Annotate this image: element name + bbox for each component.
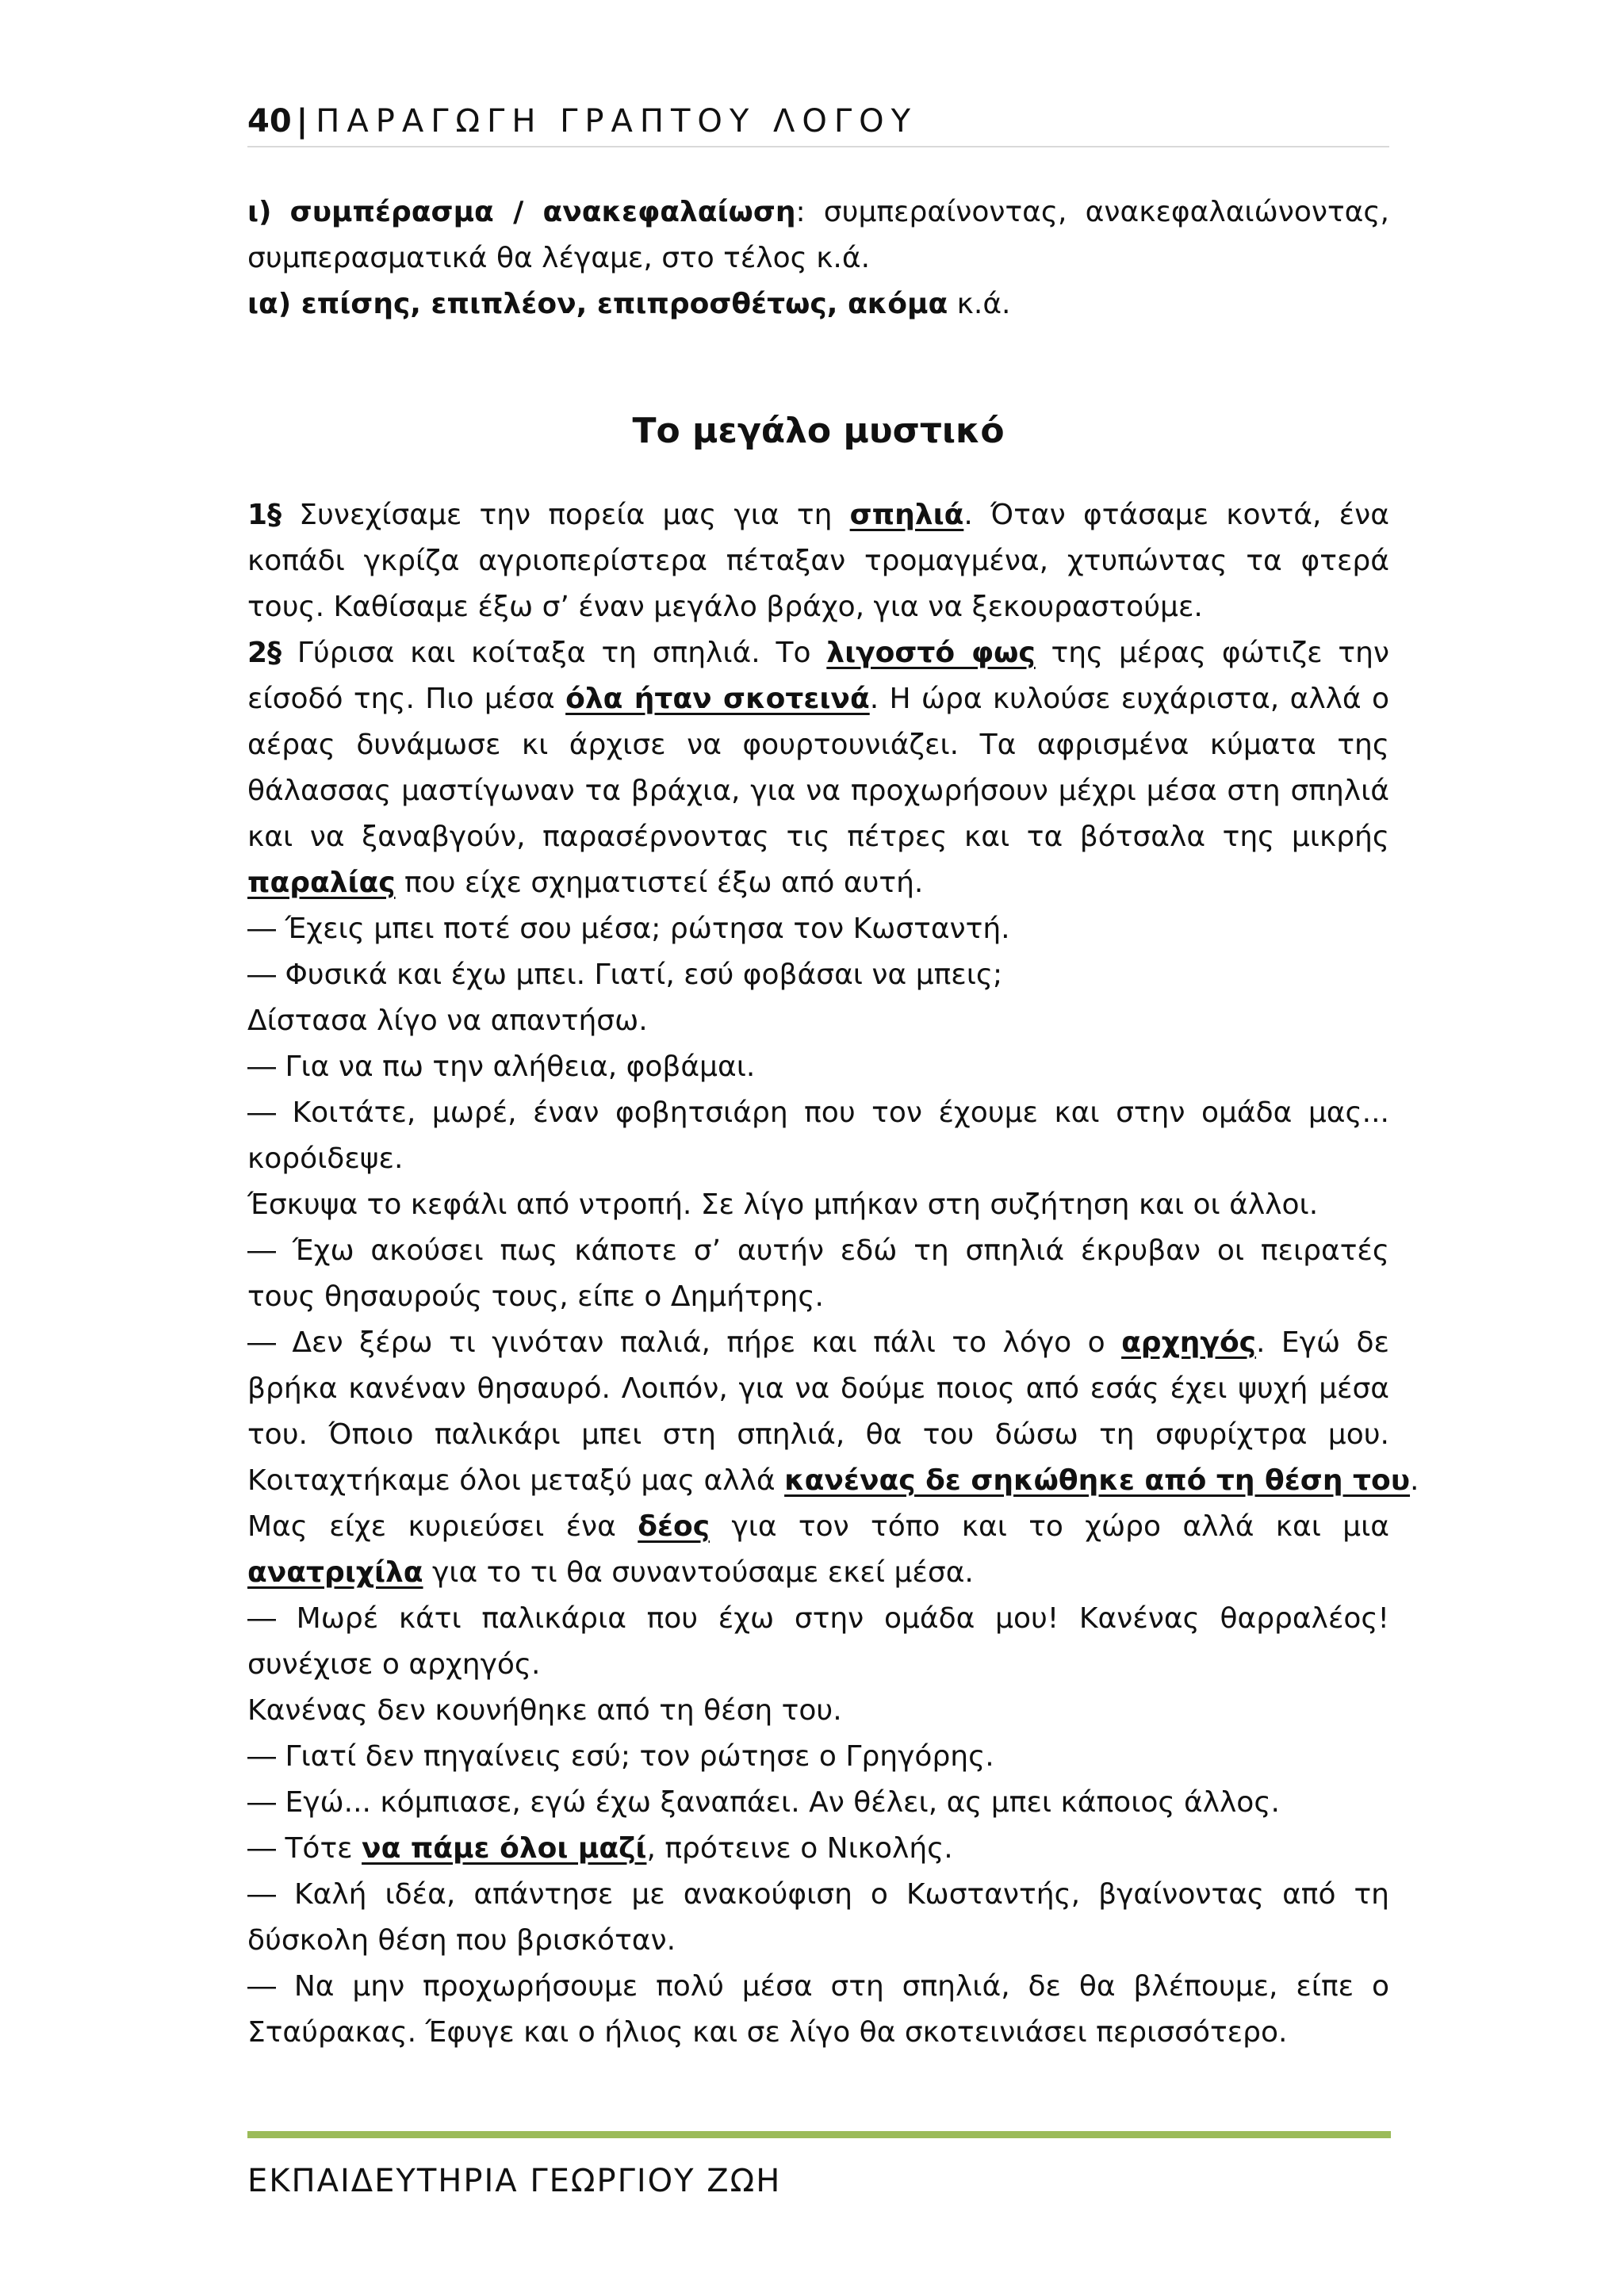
- story-line: Κοιταχτήκαμε όλοι μεταξύ μας αλλά κανένας δε σηκώθηκε από τη θέση του.: [247, 1464, 1419, 1497]
- paragraph-marker: 2§: [247, 637, 282, 669]
- story-line: 1§ Συνεχίσαμε την πορεία μας για τη σπηλιά. Όταν φτάσαμε κοντά, ένα: [247, 499, 1389, 531]
- story-line: 2§ Γύρισα και κοίταξα τη σπηλιά. Το λιγοστό φως της μέρας φώτιζε την: [247, 637, 1389, 669]
- underlined-term: αρχηγός: [1121, 1326, 1257, 1359]
- dialogue-line: ― Έχεις μπει ποτέ σου μέσα; ρώτησα τον Κωσταντή.: [247, 913, 1010, 945]
- story-title: Το μεγάλο μυστικό: [632, 411, 1005, 451]
- dialogue-line: ― Γιατί δεν πηγαίνεις εσύ; τον ρώτησε ο Γρηγόρης.: [247, 1740, 994, 1773]
- dialogue-line: ― Να μην προχωρήσουμε πολύ μέσα στη σπηλιά, δε θα βλέπουμε, είπε ο: [247, 1970, 1389, 2003]
- underlined-term: δέος: [638, 1510, 710, 1543]
- item-terms: επίσης, επιπλέον, επιπροσθέτως, ακόμα: [291, 288, 948, 320]
- story-line: κοπάδι γκρίζα αγριοπερίστερα πέταξαν τρομαγμένα, χτυπώντας τα φτερά: [247, 545, 1389, 577]
- story-line: Δίστασα λίγο να απαντήσω.: [247, 1004, 648, 1037]
- page-number: 40: [247, 103, 292, 140]
- page-body: [247, 189, 1419, 2056]
- underlined-term: ανατριχίλα: [247, 1556, 423, 1589]
- dialogue-line: ― Για να πω την αλήθεια, φοβάμαι.: [247, 1050, 756, 1083]
- dialogue-line: ― Έχω ακούσει πως κάποτε σ’ αυτήν εδώ τη σπηλιά έκρυβαν οι πειρατές: [247, 1234, 1389, 1267]
- header-title: ΠΑΡΑΓΩΓΗ ΓΡΑΠΤΟΥ ΛΟΓΟΥ: [316, 103, 918, 140]
- story-line: βρήκα κανέναν θησαυρό. Λοιπόν, για να δούμε ποιος από εσάς έχει ψυχή μέσα: [247, 1372, 1389, 1405]
- story-line: θάλασσας μαστίγωναν τα βράχια, για να προχωρήσουν μέχρι μέσα στη σπηλιά: [247, 775, 1389, 807]
- underlined-term: όλα ήταν σκοτεινά: [565, 683, 870, 715]
- item-label: ι): [247, 196, 272, 228]
- running-header: [247, 97, 1389, 147]
- underlined-term: κανένας δε σηκώθηκε από τη θέση του: [784, 1464, 1411, 1497]
- story-line: τους θησαυρούς τους, είπε ο Δημήτρης.: [247, 1280, 824, 1313]
- underlined-term: να πάμε όλοι μαζί: [362, 1832, 647, 1865]
- story-line: Έσκυψα το κεφάλι από ντροπή. Σε λίγο μπήκαν στη συζήτηση και οι άλλοι.: [247, 1188, 1319, 1221]
- story-line: Μας είχε κυριεύσει ένα δέος για τον τόπο και το χώρο αλλά και μια: [247, 1510, 1390, 1543]
- dialogue-line: ― Εγώ... κόμπιασε, εγώ έχω ξαναπάει. Αν θέλει, ας μπει κάποιος άλλος.: [247, 1786, 1280, 1819]
- story-line: κορόιδεψε.: [247, 1142, 404, 1175]
- story-line: τους. Καθίσαμε έξω σ’ έναν μεγάλο βράχο, για να ξεκουραστούμε.: [247, 591, 1203, 623]
- intro-line-i-1: ι) συμπέρασμα / ανακεφαλαίωση: συμπεραίνοντας, ανακεφαλαιώνοντας,: [247, 196, 1389, 228]
- intro-line-ia: ια) επίσης, επιπλέον, επιπροσθέτως, ακόμα κ.ά.: [247, 288, 1011, 320]
- dialogue-line: ― Τότε να πάμε όλοι μαζί, πρότεινε ο Νικολής.: [247, 1832, 953, 1865]
- intro-line-i-2: συμπερασματικά θα λέγαμε, στο τέλος κ.ά.: [247, 242, 871, 274]
- underlined-term: παραλίας: [247, 867, 396, 899]
- story-line: αέρας δυνάμωσε κι άρχισε να φουρτουνιάζει. Τα αφρισμένα κύματα της: [247, 729, 1389, 761]
- dialogue-line: ― Φυσικά και έχω μπει. Γιατί, εσύ φοβάσαι να μπεις;: [247, 959, 1003, 991]
- story-line: και να ξαναβγούν, παρασέρνοντας τις πέτρες και τα βότσαλα της μικρής: [247, 821, 1389, 853]
- story-line: συνέχισε ο αρχηγός.: [247, 1648, 541, 1681]
- story-line: του. Όποιο παλικάρι μπει στη σπηλιά, θα του δώσω τη σφυρίχτρα μου.: [247, 1418, 1389, 1451]
- underlined-term: σπηλιά: [849, 499, 964, 531]
- story-line: παραλίας που είχε σχηματιστεί έξω από αυτή.: [247, 867, 924, 899]
- item-label: ια): [247, 288, 292, 320]
- item-term: συμπέρασμα / ανακεφαλαίωση: [289, 196, 796, 228]
- footer-text: ΕΚΠΑΙΔΕΥΤΗΡΙΑ ΓΕΩΡΓΙΟΥ ΖΩΗ: [247, 2163, 782, 2199]
- story-line: ανατριχίλα για το τι θα συναντούσαμε εκεί μέσα.: [247, 1556, 974, 1589]
- header-separator: |: [296, 103, 308, 140]
- dialogue-line: ― Κοιτάτε, μωρέ, έναν φοβητσιάρη που τον έχουμε και στην ομάδα μας...: [247, 1096, 1389, 1129]
- underlined-term: λιγοστό φως: [826, 637, 1036, 669]
- story-line: δύσκολη θέση που βρισκόταν.: [247, 1924, 676, 1957]
- story-line: Κανένας δεν κουνήθηκε από τη θέση του.: [247, 1694, 842, 1727]
- paragraph-marker: 1§: [247, 499, 282, 531]
- story-line: Σταύρακας. Έφυγε και ο ήλιος και σε λίγο θα σκοτεινιάσει περισσότερο.: [247, 2016, 1288, 2049]
- dialogue-line: ― Καλή ιδέα, απάντησε με ανακούφιση ο Κωσταντής, βγαίνοντας από τη: [247, 1878, 1389, 1911]
- dialogue-line: ― Μωρέ κάτι παλικάρια που έχω στην ομάδα μου! Κανένας θαρραλέος!: [247, 1602, 1389, 1635]
- story-line: είσοδό της. Πιο μέσα όλα ήταν σκοτεινά. Η ώρα κυλούσε ευχάριστα, αλλά ο: [247, 683, 1390, 715]
- dialogue-line: ― Δεν ξέρω τι γινόταν παλιά, πήρε και πάλι το λόγο ο αρχηγός. Εγώ δε: [247, 1326, 1390, 1359]
- footer-divider: [247, 2131, 1391, 2138]
